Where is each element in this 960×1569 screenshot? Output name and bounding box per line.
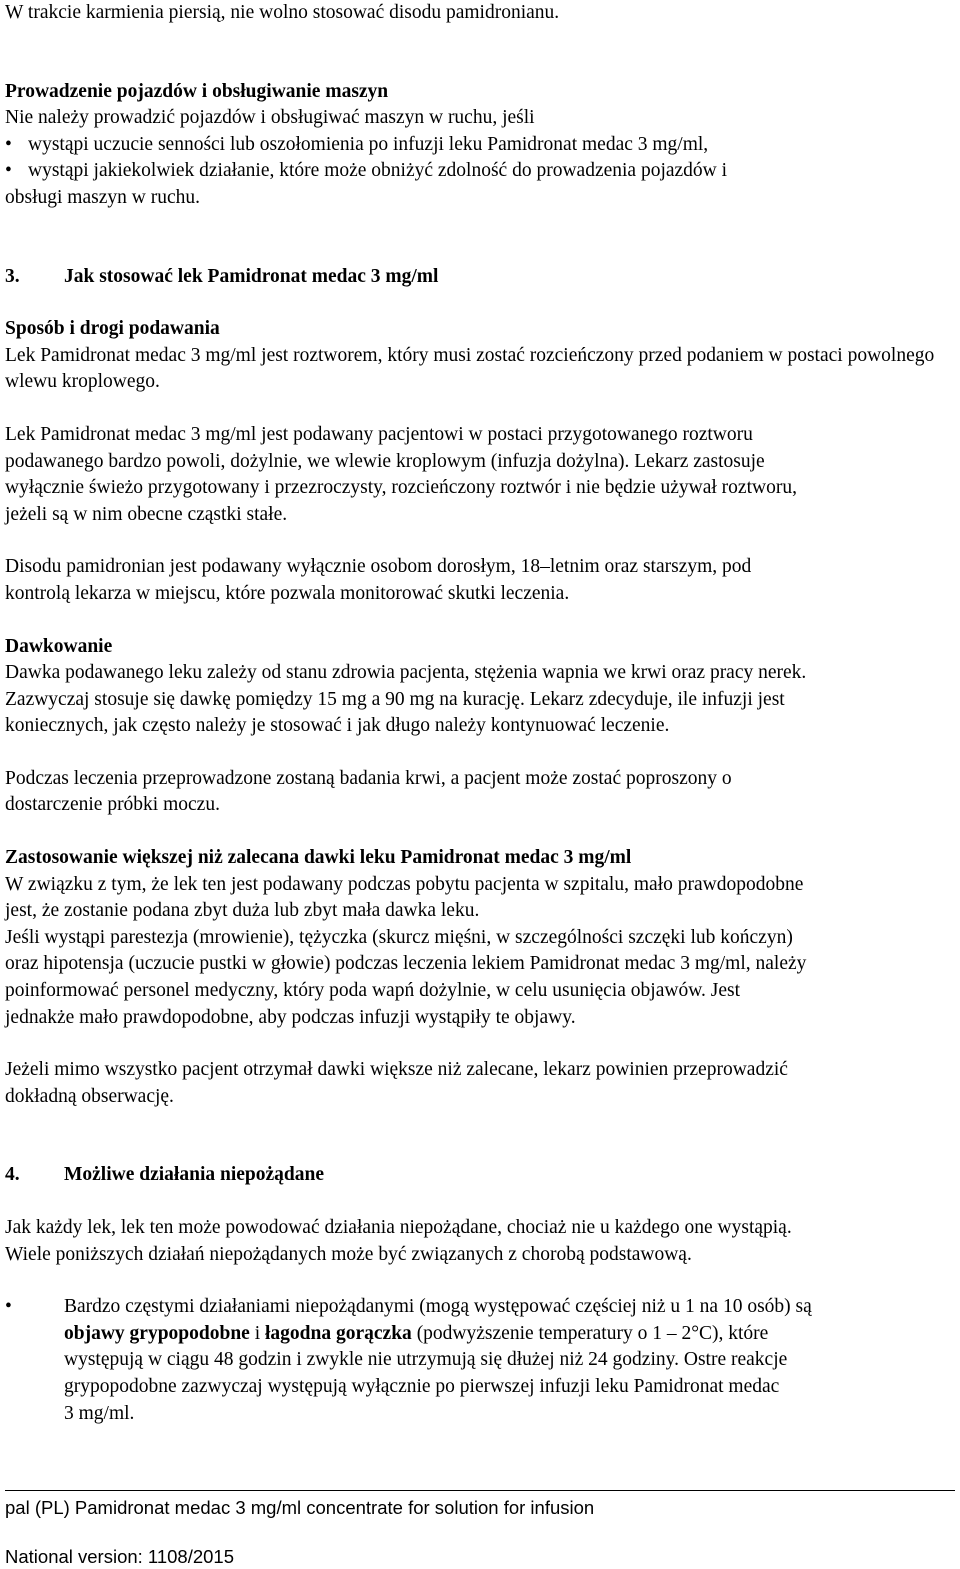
document-page [5,0,955,1427]
administration-paragraph-1: Lek Pamidronat medac 3 mg/ml jest roztworem, który musi zostać rozcieńczony przed podaniem w postaci powolnego wlewu kroplowego. [5,344,935,393]
side-effects-intro-line1: Jak każdy lek, lek ten może powodować działania niepożądane, chociaż nie u każdego one wystąpią. [5,1217,792,1238]
side-effects-bullet-line2-rest: (podwyższenie temperatury o 1 – 2°C), które [411,1322,769,1344]
observe-line1: Jeżeli mimo wszystko pacjent otrzymał dawki większe niż zalecane, lekarz powinien przeprowadzić [5,1059,788,1081]
section-4-number: 4. [5,1164,20,1186]
dosing-line2: Zazwyczaj stosuje się dawkę pomiędzy 15 mg a 90 mg na kurację. Lekarz zdecyduje, ile infuzji jest [5,688,785,710]
driving-bullet-2-text: wystąpi jakiekolwiek działanie, które może obniżyć zdolność do prowadzenia pojazdów i [28,160,728,182]
footer-divider [5,1490,955,1491]
observe-line2: dokładną obserwację. [5,1085,174,1107]
side-effects-bullet-line3: występują w ciągu 48 godzin i zwykle nie utrzymują się dłużej niż 24 godziny. Ostre reakcje [64,1349,788,1371]
driving-bullet-1-text: wystąpi uczucie senności lub oszołomienia po infuzji leku Pamidronat medac 3 mg/ml, [28,133,709,155]
footer-version: National version: 1108/2015 [5,1546,235,1567]
breastfeeding-text: W trakcie karmienia piersią, nie wolno stosować disodu pamidronianu. [5,2,560,23]
tests-line2: dostarczenie próbki moczu. [5,794,220,816]
driving-bullet-2 [5,158,955,185]
adults-line1: Disodu pamidronian jest podawany wyłącznie osobom dorosłym, 18–letnim oraz starszym, pod [5,556,752,578]
overdose-line6: jednakże mało prawdopodobne, aby podczas infuzji wystąpiły te objawy. [5,1006,576,1028]
driving-bullet-2-cont: obsługi maszyn w ruchu. [5,186,200,208]
adults-line2: kontrolą lekarza w miejscu, które pozwala monitorować skutki leczenia. [5,582,570,604]
administration-p2-line4: jeżeli są w nim obecne cząstki stałe. [5,503,288,525]
section-3-title: Jak stosować lek Pamidronat medac 3 mg/ml [64,265,439,287]
overdose-line3: Jeśli wystąpi parestezja (mrowienie), tężyczka (skurcz mięśni, w szczególności szczęki lub kończyn) [5,926,793,948]
driving-heading: Prowadzenie pojazdów i obsługiwanie maszyn [5,80,389,102]
side-effects-bullet-line4: grypopodobne zazwyczaj występują wyłącznie po pierwszej infuzji leku Pamidronat medac [64,1375,780,1397]
bullet-marker: • [5,1296,12,1318]
flu-symptoms-bold: objawy grypopodobne [64,1322,250,1344]
tests-line1: Podczas leczenia przeprowadzone zostaną badania krwi, a pacjent może zostać poproszony o [5,767,732,789]
administration-p2-line1: Lek Pamidronat medac 3 mg/ml jest podawany pacjentowi w postaci przygotowanego roztworu [5,423,753,445]
dosing-heading: Dawkowanie [5,635,113,657]
overdose-line2: jest, że zostanie podana zbyt duża lub zbyt mała dawka leku. [5,900,480,922]
overdose-line5: poinformować personel medyczny, który poda wapń dożylnie, w celu usunięcia objawów. Jest [5,980,741,1002]
dosing-line3: koniecznych, jak często należy je stosować i jak długo należy kontynuować leczenie. [5,715,670,737]
administration-p2-line3: wyłącznie świeżo przygotowany i przezroczysty, rozcieńczony roztwór i nie będzie używał roztworu, [5,477,797,499]
mild-fever-bold: łagodna gorączka [265,1322,412,1344]
bullet-marker: • [5,160,12,182]
administration-p2-line2: podawanego bardzo powoli, dożylnie, we wlewie kroplowym (infuzja dożylna). Lekarz zastosuje [5,450,765,472]
dosing-line1: Dawka podawanego leku zależy od stanu zdrowia pacjenta, stężenia wapnia we krwi oraz pracy nerek. [5,662,807,684]
driving-bullet-1 [5,132,955,159]
overdose-line1: W związku z tym, że lek ten jest podawany podczas pobytu pacjenta w szpitalu, mało prawdopodobne [5,873,804,895]
side-effects-bullet-line2 [64,1321,955,1348]
driving-intro: Nie należy prowadzić pojazdów i obsługiwać maszyn w ruchu, jeśli [5,107,535,129]
footer-product: pal (PL) Pamidronat medac 3 mg/ml concentrate for solution for infusion [5,1497,595,1518]
section-4-heading [5,1162,955,1189]
overdose-heading: Zastosowanie większej niż zalecana dawki leku Pamidronat medac 3 mg/ml [5,847,632,869]
side-effects-bullet-line1: Bardzo częstymi działaniami niepożądanymi (mogą występować częściej niż u 1 na 10 osób) są [64,1296,812,1318]
conjunction-text: i [249,1322,266,1344]
administration-heading: Sposób i drogi podawania [5,318,220,340]
side-effects-intro-line2: Wiele poniższych działań niepożądanych może być związanych z chorobą podstawową. [5,1243,692,1265]
bullet-marker: • [5,133,12,155]
section-3-number: 3. [5,265,20,287]
section-3-heading [5,264,955,291]
section-4-title: Możliwe działania niepożądane [64,1164,324,1186]
side-effects-bullet-line5: 3 mg/ml. [64,1402,135,1424]
overdose-line4: oraz hipotensja (uczucie pustki w głowie) podczas leczenia lekiem Pamidronat medac 3 mg/ml, należy [5,953,807,975]
side-effects-bullet [5,1294,955,1427]
